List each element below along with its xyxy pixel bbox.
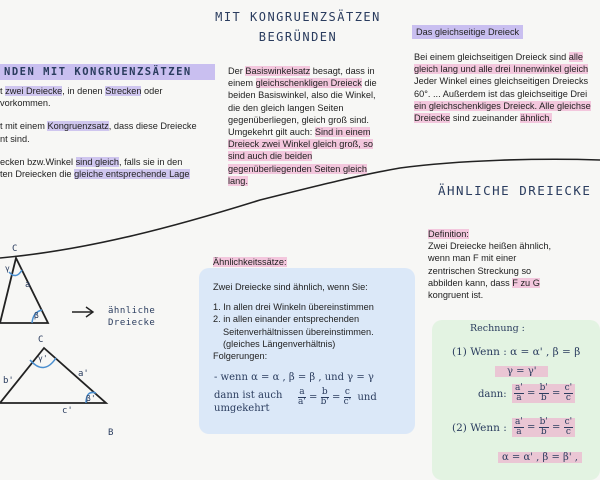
rechnung-dann: dann: xyxy=(478,389,507,400)
rechnung-2-fracs: $\frac{a'}{a}$ = $\frac{b'}{b}$ = $\frac{c'}{c}$ xyxy=(512,418,575,437)
t1-label-c: C xyxy=(12,244,18,254)
rechnung-dann-fracs: $\frac{a'}{a}$ = $\frac{b'}{b}$ = $\frac{c'}{c}$ xyxy=(512,384,575,403)
basiswinkelsatz-text: Der Basiswinkelsatz besagt, dass in einem gleichschenkligen Dreieck die beiden Basiswinkel, also die Winkel, die den gleich langen Seiten gegenüberliegen, gleich groß sind. Umgekehrt gilt auch: Sind in einem Dreieck zwei Winkel gleich groß, so sind auch die beiden gegenüberliegenden Seiten gleich lang. xyxy=(228,66,377,186)
t1-label-gamma: γ xyxy=(5,264,10,273)
small-angle-gamma xyxy=(9,270,22,276)
gleichseitig-text: Bei einem gleichseitigen Dreieck sind alle gleich lang und alle drei Innenwinkel gleich Jeder Winkel eines gleichseitigen Dreiecks 60°. ... Außerdem ist das gleichseitige Drei ein gleichschenkliges Dreieck. Alle gleichse Dreiecke sind zueinander ähnlich. xyxy=(414,52,591,124)
saetze-text: Zwei Dreiecke sind ähnlich, wenn Sie: 1. In allen drei Winkeln übereinstimmen 2. in allen einander entsprechenden Seitenverhältnissen übereinstimmen. (gleiches Längenverhältnis) Folgerungen: xyxy=(213,282,374,362)
folgerung-3: umgekehrt xyxy=(214,403,270,414)
left-section-title: NDEN MIT KONGRUENZSÄTZEN xyxy=(0,64,215,80)
left-top-text: t zwei Dreiecke, in denen Strecken oder vorkommen. t mit einem Kongruenzsatz, dass diese Dreiecke nt sind. ecken bzw.Winkel sind gleich, falls sie in den ten Dreiecken die gleiche entsprechende Lage xyxy=(0,86,197,180)
rechnung-2: (2) Wenn : xyxy=(452,422,507,434)
t2-label-a: a' xyxy=(78,369,89,379)
rechnung-2b: α = α' , β = β' , xyxy=(498,452,582,463)
folgerung-1: - wenn α = α , β = β , und γ = γ xyxy=(214,372,374,383)
gleichseitig-title: Das gleichseitige Dreieck xyxy=(412,25,523,39)
t2-label-beta: β' xyxy=(86,394,96,403)
t2-label-gamma: γ' xyxy=(38,354,48,363)
t2-label-b: b' xyxy=(3,376,14,386)
rechnung-1: (1) Wenn : α = α' , β = β xyxy=(452,346,581,358)
t2-label-c: C xyxy=(38,335,44,345)
definition-block: Definition: Zwei Dreiecke heißen ähnlich, wenn man F mit einer zentrischen Streckung so abbilden kann, dass F zu G kongruent ist. xyxy=(428,229,552,301)
t2-label-c-side: c' xyxy=(62,406,73,416)
saetze-label: Ähnlichkeitssätze: xyxy=(213,257,287,267)
t1-label-a: a xyxy=(25,280,31,290)
rechnung-1b: γ = γ' xyxy=(495,366,548,377)
middle-heading-2: BEGRÜNDEN xyxy=(258,30,338,44)
folgerung-2: dann ist auch xyxy=(214,390,283,401)
middle-heading-1: MIT KONGRUENZSÄTZEN xyxy=(215,10,381,24)
folgerung-fracs: $\frac{a}{a'}$ = $\frac{b}{b'}$ = $\frac{c}{c'}$ und xyxy=(298,387,377,407)
arrow-label: ähnliche Dreiecke xyxy=(108,306,156,328)
t2-label-B: B xyxy=(108,428,114,438)
t1-label-beta: β xyxy=(34,311,39,320)
rechnung-label: Rechnung : xyxy=(470,323,525,334)
aehnliche-heading: ÄHNLICHE DREIECKE xyxy=(438,183,592,198)
triangle-sketches xyxy=(0,240,200,480)
